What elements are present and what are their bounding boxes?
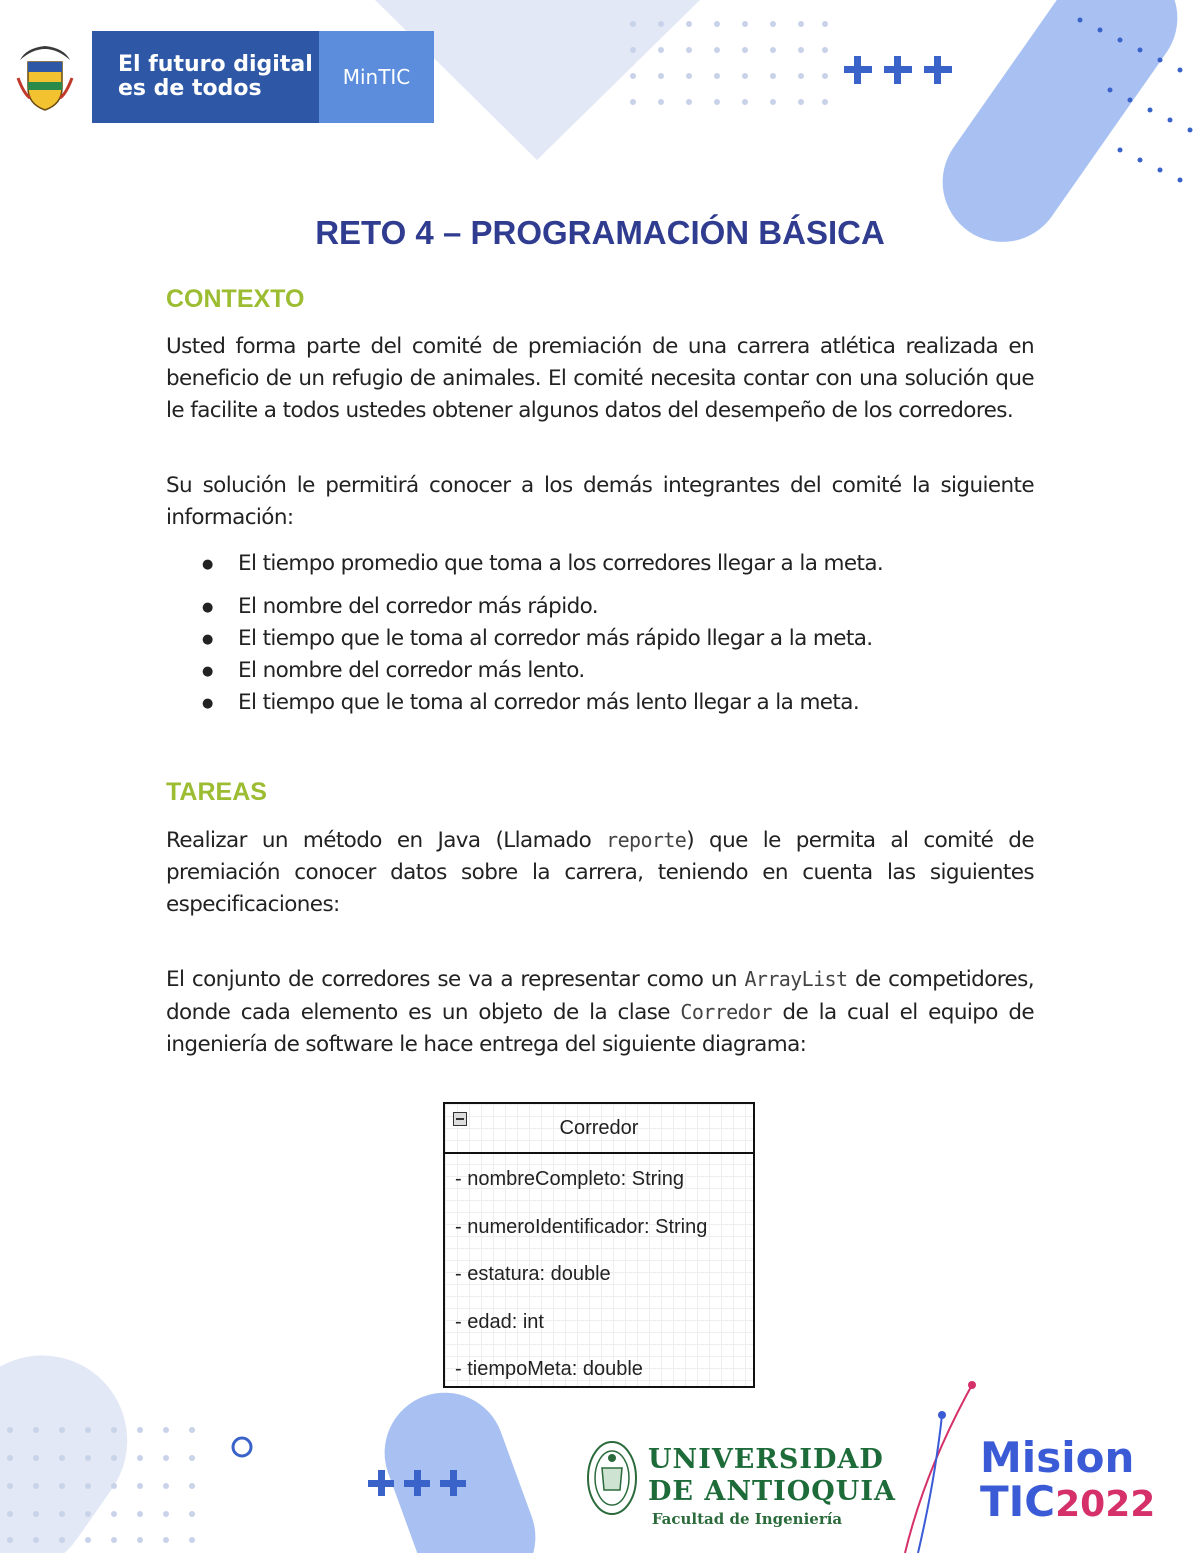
slogan-line-2: es de todos [118, 76, 262, 101]
mision-logo-line-2 [980, 1477, 1156, 1527]
uml-attribute: - numeroIdentificador: String [455, 1215, 708, 1238]
section-heading-contexto: CONTEXTO [166, 285, 305, 313]
uml-class-header [445, 1104, 753, 1154]
contexto-paragraph-1: Usted forma parte del comité de premiación de una carrera atlética realizada en beneficio de un refugio de animales. El comité necesita contar con una solución que le facilite a todos ustedes obtener algunos datos del desempeño de los corredores. [166, 334, 1034, 423]
list-item: ● El tiempo promedio que toma a los corredores llegar a la meta. [166, 548, 883, 580]
mintic-brand: MinTIC [319, 31, 434, 123]
text-segment: ) que le permita al comité de premiación conocer datos sobre la carrera, teniendo en cuenta las siguientes especificaciones: [166, 828, 1034, 917]
uml-attribute: - estatura: double [455, 1263, 611, 1285]
text-segment: Realizar un método en Java (Llamado [166, 828, 607, 853]
university-name-line-2: DE ANTIOQUIA [648, 1476, 896, 1507]
slogan [92, 31, 319, 123]
university-name-line-1: UNIVERSIDAD [648, 1444, 884, 1475]
list-item: ● El nombre del corredor más rápido. [166, 591, 883, 623]
mision-logo-tic: TIC [980, 1477, 1056, 1526]
uml-attribute: - edad: int [455, 1310, 544, 1333]
list-item: ● El tiempo que le toma al corredor más lento llegar a la meta. [166, 687, 883, 719]
tareas-paragraph-1 [166, 824, 1034, 921]
code-corredor: Corredor [680, 1000, 772, 1024]
section-heading-tareas: TAREAS [166, 778, 267, 806]
contexto-paragraph-2: Su solución le permitirá conocer a los demás integrantes del comité la siguiente información: [166, 473, 1034, 530]
code-arraylist: ArrayList [744, 967, 848, 991]
faculty-name: Facultad de Ingeniería [651, 1510, 843, 1528]
text-segment: El conjunto de corredores se va a representar como un [166, 967, 745, 992]
collapse-icon [453, 1112, 467, 1126]
university-logo-text [648, 1444, 896, 1528]
text-segment: de competidores, donde cada elemento es un objeto de la clase [166, 967, 1034, 1025]
uml-attribute: - tiempoMeta: double [455, 1358, 643, 1380]
text-segment: de la cual el equipo de ingeniería de software le hace entrega del siguiente diagrama: [166, 1000, 1034, 1057]
tareas-paragraph-2 [166, 963, 1034, 1061]
coat-of-arms-logo [14, 38, 76, 116]
mision-tic-logo [980, 1433, 1156, 1527]
header-banner [92, 31, 434, 123]
page-title: RETO 4 – PROGRAMACIÓN BÁSICA [315, 214, 885, 251]
uml-class-diagram [443, 1102, 755, 1388]
info-list [166, 548, 883, 719]
code-reporte: reporte [606, 828, 687, 852]
list-item: ● El nombre del corredor más lento. [166, 655, 883, 687]
uml-class-name: Corredor [559, 1116, 639, 1139]
mision-logo-line-1: Mision [980, 1433, 1135, 1482]
university-seal-icon [584, 1438, 640, 1520]
slogan-line-1: El futuro digital [118, 52, 313, 77]
mision-logo-year: 2022 [1055, 1484, 1156, 1525]
list-item: ● El tiempo que le toma al corredor más rápido llegar a la meta. [166, 623, 883, 655]
uml-attribute: - nombreCompleto: String [455, 1168, 684, 1190]
